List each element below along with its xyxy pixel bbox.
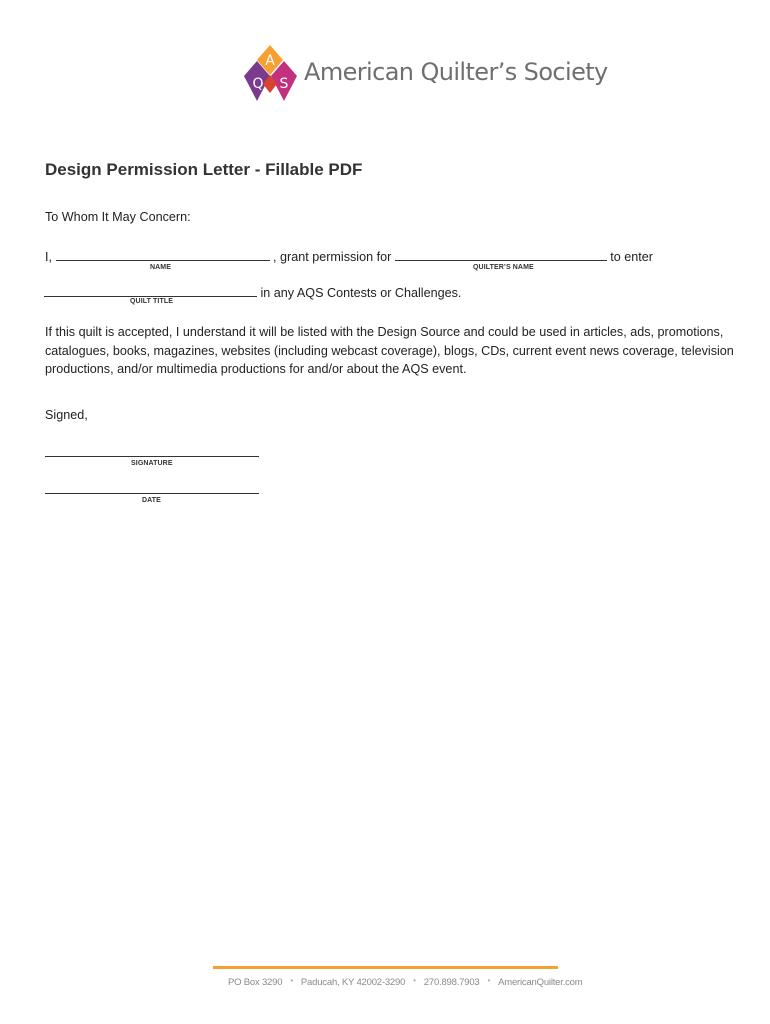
document-title: Design Permission Letter - Fillable PDF [45, 160, 363, 179]
logo-letter-s: S [279, 76, 289, 92]
permission-line-2 [45, 285, 461, 300]
quilters-name-caption: QUILTER’S NAME [473, 264, 534, 271]
signature-caption: SIGNATURE [131, 460, 173, 467]
footer-city: Paducah, KY 42002-3290 [300, 977, 406, 988]
prefix-i: I, [45, 250, 52, 264]
quilt-title-field[interactable] [44, 285, 257, 297]
quilt-title-caption: QUILT TITLE [130, 298, 173, 305]
terms-paragraph: If this quilt is accepted, I understand it will be listed with the Design Source and could be used in articles, ads, promotions, catalogues, books, magazines, websites (including webcast coverage), blogs, CDs, current event news coverage, television productions, and/or multimedia productions for and/or about the AQS event. [45, 325, 734, 376]
permission-line-1 [45, 249, 653, 264]
footer-phone: 270.898.7903 [423, 977, 480, 988]
footer-separator: • [290, 976, 293, 985]
footer-contact [228, 977, 582, 988]
signed-label: Signed, [45, 408, 88, 422]
name-field[interactable] [56, 249, 270, 261]
footer-separator: • [413, 976, 416, 985]
signature-field[interactable] [45, 446, 259, 457]
contests-text: in any AQS Contests or Challenges. [260, 286, 462, 300]
date-caption: DATE [142, 497, 161, 504]
grant-permission-text: , grant permission for [273, 250, 392, 264]
footer-po-box: PO Box 3290 [228, 977, 283, 988]
footer-accent-bar [213, 966, 558, 969]
date-field[interactable] [45, 483, 259, 494]
footer-website[interactable]: AmericanQuilter.com [498, 977, 583, 988]
logo-letter-q: Q [252, 76, 264, 92]
footer-separator: • [487, 976, 491, 985]
quilters-name-field[interactable] [395, 249, 607, 261]
organization-name: American Quilter’s Society [304, 58, 608, 86]
aqs-logo-mark-icon [244, 44, 300, 102]
logo-letter-a: A [265, 53, 275, 69]
to-enter-text: to enter [610, 250, 654, 264]
name-caption: NAME [150, 264, 172, 271]
salutation: To Whom It May Concern: [45, 210, 191, 224]
